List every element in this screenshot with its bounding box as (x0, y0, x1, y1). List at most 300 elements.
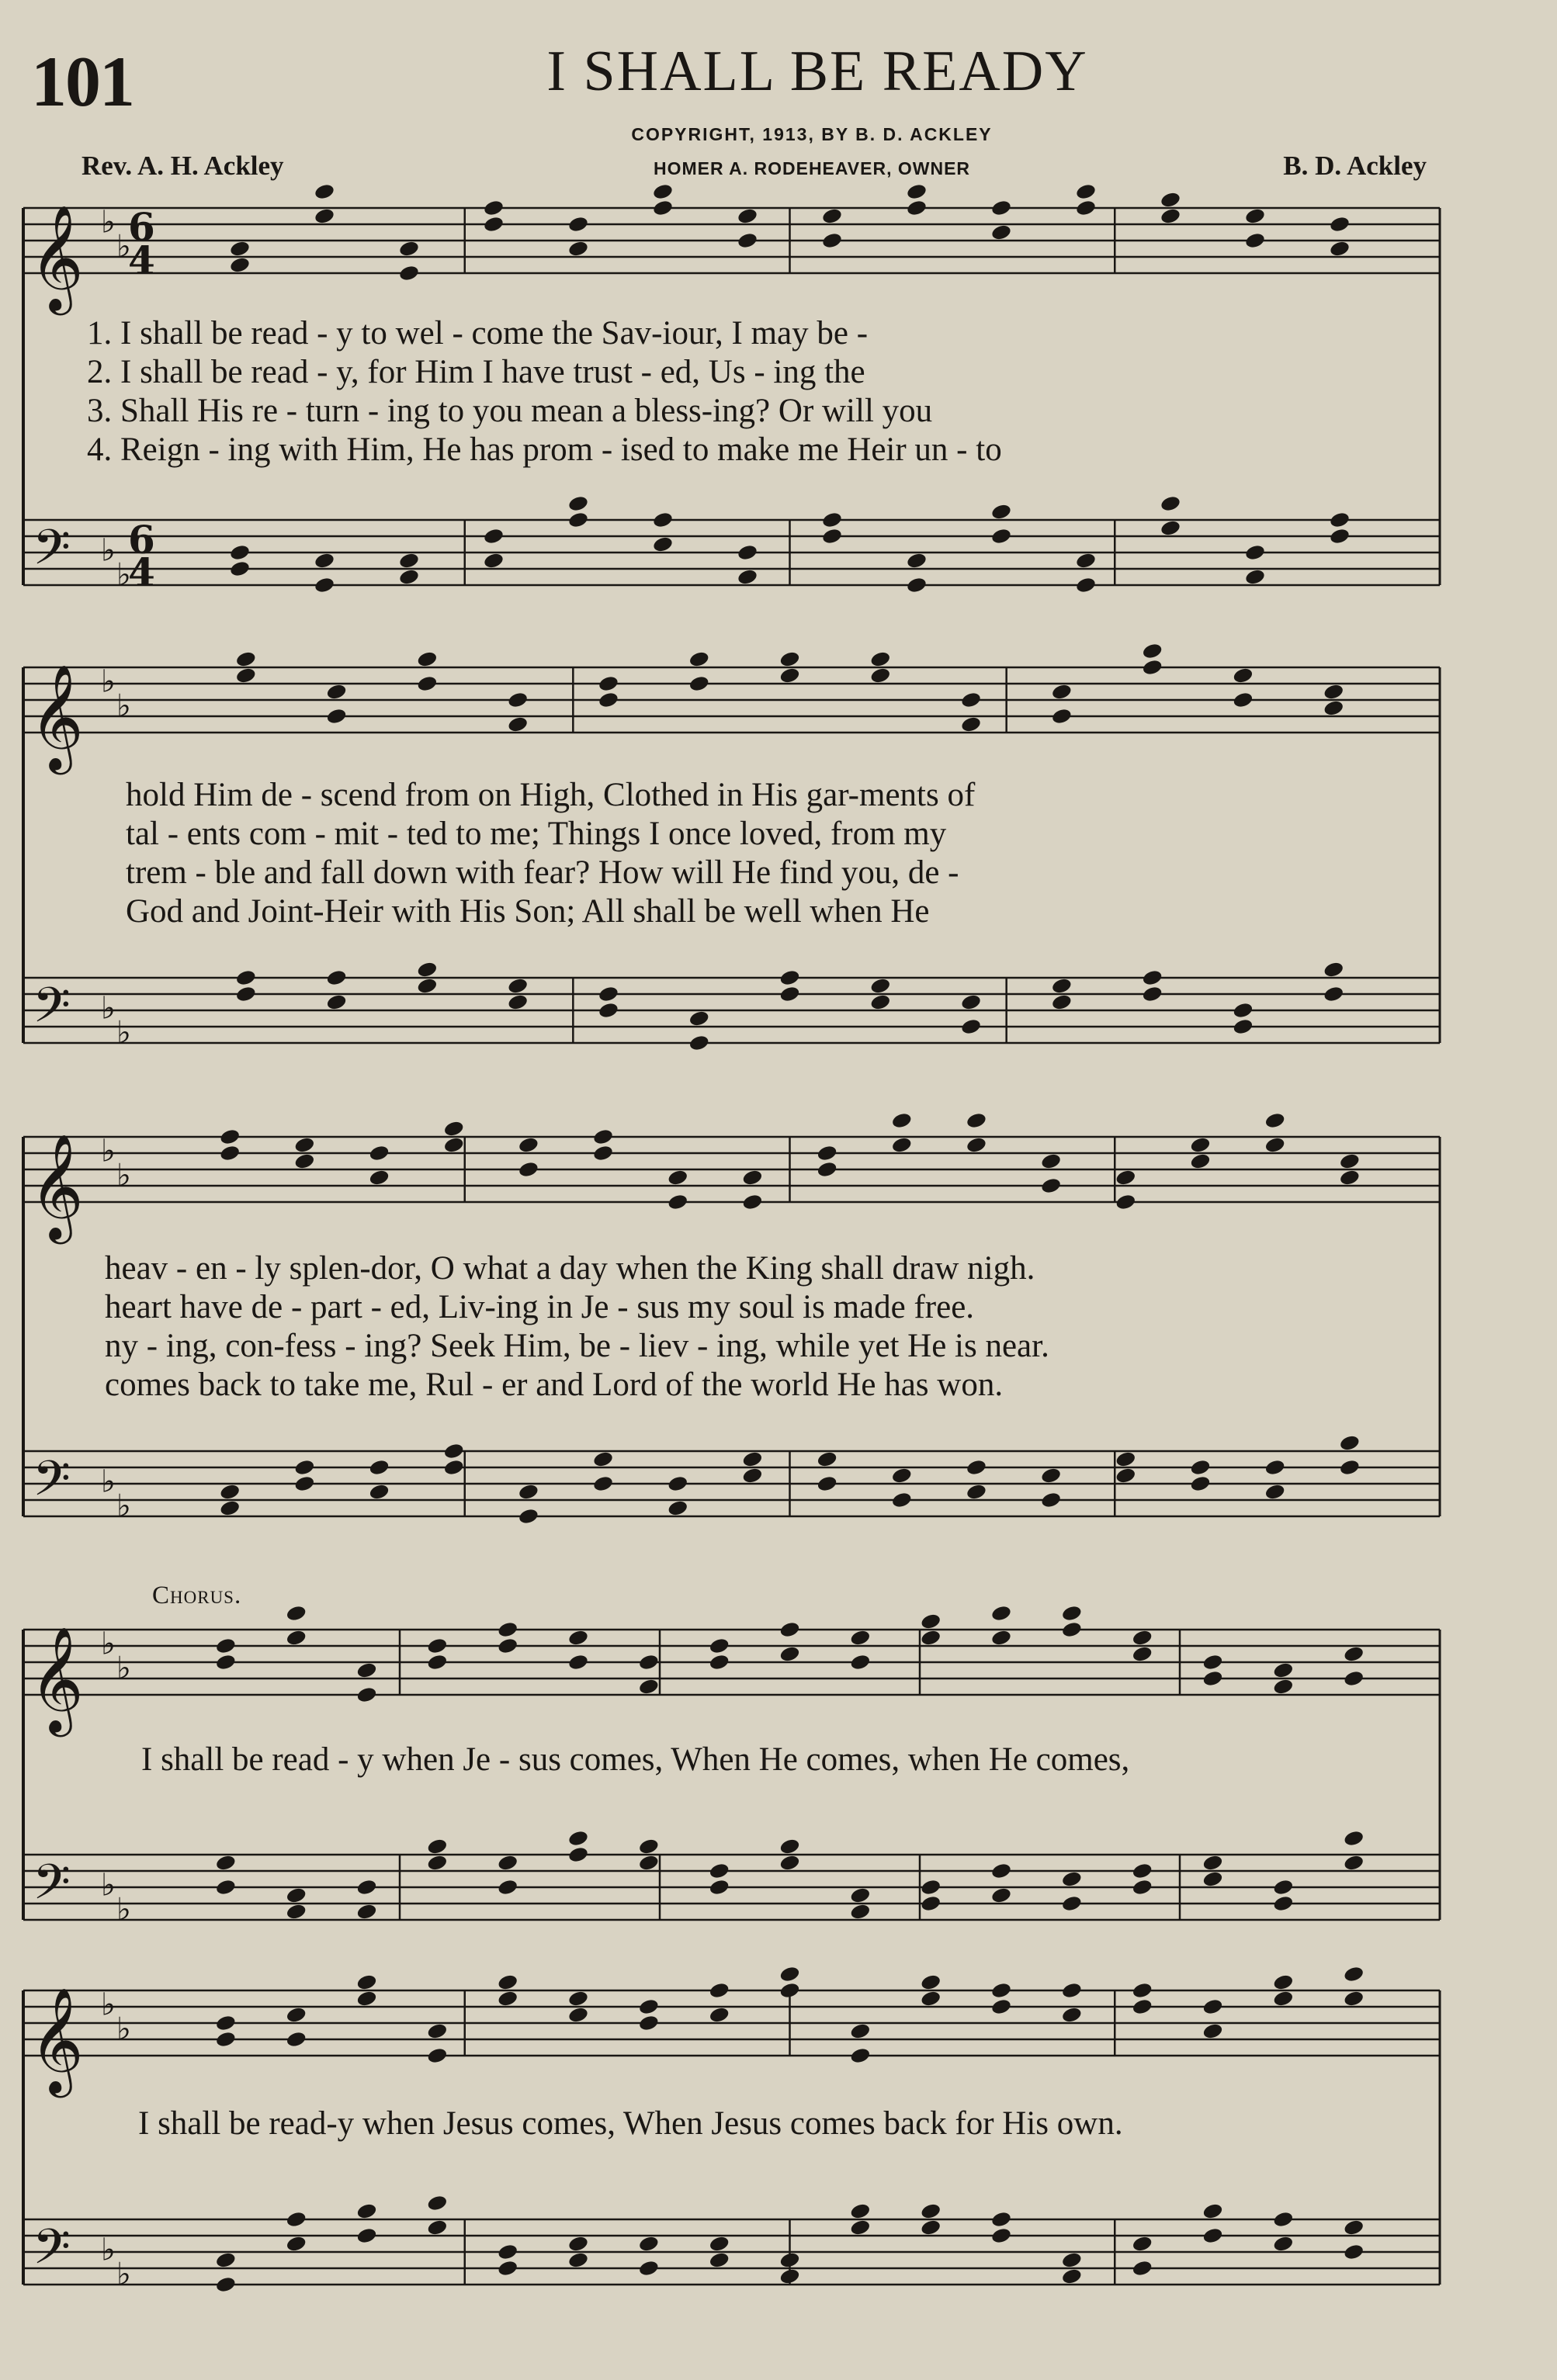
note-head (1115, 1450, 1136, 1468)
note-head (1061, 1870, 1083, 1888)
note-head (416, 961, 438, 979)
flat-sign: ♭ (101, 1987, 116, 2023)
note-head (293, 1136, 315, 1154)
note-head (1189, 1152, 1211, 1170)
note-head (990, 223, 1012, 241)
note-head (778, 968, 800, 986)
note-head (1343, 1829, 1365, 1847)
note-head (229, 559, 251, 577)
time-signature-bottom: 4 (128, 549, 155, 595)
note-head (314, 552, 335, 570)
note-head (1061, 1894, 1083, 1912)
note-head (960, 1017, 982, 1035)
note-head (286, 2030, 307, 2048)
verse-2-line-1: 2. I shall be read - y, for Him I have trust - ed, Us - ing the (87, 354, 865, 390)
note-head (778, 985, 800, 1003)
note-head (426, 1854, 448, 1872)
note-head (667, 1499, 688, 1517)
note-head (920, 1878, 941, 1896)
treble-clef: 𝄞 (29, 1625, 84, 1732)
hymn-title: I SHALL BE READY (546, 40, 1088, 103)
note-head (990, 1604, 1012, 1622)
note-head (567, 1990, 589, 2008)
note-head (849, 1653, 871, 1671)
note-head (426, 2194, 448, 2212)
note-head (1142, 985, 1163, 1003)
note-head (1272, 1878, 1294, 1896)
flat-sign: ♭ (101, 1867, 116, 1904)
note-head (1339, 1458, 1361, 1476)
note-head (443, 1120, 465, 1138)
chorus-line-2: I shall be read-y when Jesus comes, When Jesus comes back for His own. (138, 2105, 1123, 2142)
note-head (1115, 1169, 1136, 1187)
note-head (778, 1854, 800, 1872)
note-head (355, 1685, 377, 1703)
note-head (497, 1878, 518, 1896)
verse-4-line-1: 4. Reign - ing with Him, He has prom - ised to make me Heir un - to (87, 431, 1002, 468)
note-head (688, 1010, 710, 1027)
note-head (235, 650, 257, 668)
note-head (1244, 207, 1266, 225)
note-head (229, 240, 251, 258)
note-head (1232, 1017, 1254, 1035)
note-head (1061, 2006, 1083, 2024)
note-head (1160, 494, 1181, 512)
flat-sign: ♭ (101, 532, 116, 569)
note-head (1040, 1176, 1062, 1194)
note-head (1272, 1973, 1294, 1991)
note-head (1040, 1491, 1062, 1509)
note-head (1272, 2235, 1294, 2253)
composer-credit: B. D. Ackley (1283, 151, 1427, 181)
note-head (1160, 519, 1181, 537)
note-head (1132, 1997, 1153, 2015)
note-head (821, 207, 843, 225)
note-head (1132, 1629, 1153, 1647)
note-head (1132, 1645, 1153, 1663)
note-head (1189, 1458, 1211, 1476)
note-head (906, 552, 928, 570)
note-head (849, 2219, 871, 2236)
note-head (398, 568, 420, 586)
note-head (567, 2235, 589, 2253)
note-head (891, 1136, 913, 1154)
note-head (215, 1637, 237, 1654)
bass-clef: 𝄢 (33, 976, 71, 1045)
note-head (398, 240, 420, 258)
note-head (1061, 2251, 1083, 2269)
note-head (688, 674, 710, 692)
treble-clef: 𝄞 (29, 1132, 84, 1239)
note-head (286, 2235, 307, 2253)
note-head (286, 1903, 307, 1921)
verse-3-line-2: trem - ble and fall down with fear? How will He find you, de - (126, 854, 959, 891)
note-head (778, 2251, 800, 2269)
note-head (215, 1653, 237, 1671)
note-head (990, 503, 1012, 521)
note-head (737, 231, 758, 249)
note-head (891, 1467, 913, 1484)
note-head (849, 1629, 871, 1647)
note-head (1160, 207, 1181, 225)
note-head (990, 199, 1012, 217)
note-head (920, 1894, 941, 1912)
note-head (1189, 1474, 1211, 1492)
note-head (355, 2202, 377, 2220)
flat-sign: ♭ (101, 204, 116, 241)
note-head (416, 977, 438, 995)
note-head (497, 2259, 518, 2277)
chorus-label: Chorus. (152, 1581, 242, 1609)
note-head (567, 511, 589, 528)
flat-sign: ♭ (101, 663, 116, 700)
time-signature-bottom: 4 (128, 237, 155, 283)
note-head (1264, 1458, 1286, 1476)
note-head (1272, 2210, 1294, 2228)
note-head (821, 527, 843, 545)
note-head (1244, 543, 1266, 561)
note-head (567, 240, 589, 258)
note-head (1244, 568, 1266, 586)
note-head (960, 691, 982, 708)
verse-1-line-3: heav - en - ly splen-dor, O what a day when the King shall draw nigh. (105, 1250, 1035, 1287)
note-head (652, 182, 674, 200)
note-head (638, 1838, 660, 1855)
note-head (778, 650, 800, 668)
note-head (293, 1474, 315, 1492)
time-signature-top: 6 (128, 517, 155, 563)
note-head (709, 2006, 730, 2024)
note-head (906, 576, 928, 594)
note-head (1142, 968, 1163, 986)
note-head (891, 1491, 913, 1509)
note-head (667, 1169, 688, 1187)
note-head (966, 1111, 987, 1129)
note-head (1061, 1981, 1083, 1999)
note-head (1232, 1001, 1254, 1019)
note-head (598, 674, 619, 692)
note-head (1132, 1981, 1153, 1999)
note-head (737, 543, 758, 561)
note-head (497, 1854, 518, 1872)
note-head (1202, 1870, 1223, 1888)
note-head (215, 1878, 237, 1896)
note-head (1343, 1854, 1365, 1872)
note-head (688, 650, 710, 668)
note-head (1061, 1620, 1083, 1638)
note-head (1202, 2022, 1223, 2040)
note-head (1132, 2235, 1153, 2253)
note-head (1132, 1862, 1153, 1879)
note-head (709, 2235, 730, 2253)
note-head (1142, 658, 1163, 676)
note-head (920, 2202, 941, 2220)
note-head (1323, 985, 1344, 1003)
note-head (1040, 1152, 1062, 1170)
bass-clef: 𝄢 (33, 2218, 71, 2287)
note-head (355, 1990, 377, 2008)
note-head (567, 2251, 589, 2269)
note-head (1189, 1136, 1211, 1154)
note-head (1343, 1990, 1365, 2008)
note-head (1272, 1990, 1294, 2008)
flat-sign: ♭ (116, 229, 131, 265)
note-head (219, 1144, 241, 1162)
note-head (966, 1483, 987, 1501)
note-head (426, 2046, 448, 2064)
note-head (990, 2210, 1012, 2228)
note-head (1232, 667, 1254, 684)
note-head (821, 231, 843, 249)
note-head (990, 1862, 1012, 1879)
flat-sign: ♭ (116, 557, 131, 593)
note-head (966, 1458, 987, 1476)
note-head (497, 1637, 518, 1654)
note-head (778, 1981, 800, 1999)
note-head (920, 1990, 941, 2008)
note-head (778, 667, 800, 684)
note-head (1264, 1111, 1286, 1129)
note-head (1202, 1997, 1223, 2015)
note-head (821, 511, 843, 528)
note-head (741, 1467, 763, 1484)
flat-sign: ♭ (116, 2011, 131, 2047)
note-head (1343, 1965, 1365, 1983)
note-head (1329, 215, 1351, 233)
bass-clef: 𝄢 (33, 1853, 71, 1922)
note-head (426, 1637, 448, 1654)
note-head (398, 264, 420, 282)
note-head (286, 2006, 307, 2024)
note-head (497, 2243, 518, 2260)
note-head (849, 2202, 871, 2220)
note-head (638, 2014, 660, 2032)
flat-sign: ♭ (116, 1488, 131, 1524)
note-head (741, 1169, 763, 1187)
note-head (1343, 2243, 1365, 2260)
note-head (215, 2251, 237, 2269)
note-head (355, 1973, 377, 1991)
note-head (235, 985, 257, 1003)
note-head (709, 1878, 730, 1896)
chorus-line-1: I shall be read - y when Je - sus comes, When He comes, when He comes, (141, 1741, 1130, 1778)
note-head (817, 1474, 838, 1492)
flat-sign: ♭ (101, 1626, 116, 1662)
note-head (920, 1613, 941, 1630)
note-head (426, 1653, 448, 1671)
note-head (1232, 691, 1254, 708)
note-head (1343, 1645, 1365, 1663)
note-head (518, 1507, 539, 1525)
verse-1-line-1: 1. I shall be read - y to wel - come the Sav-iour, I may be - (87, 315, 869, 352)
note-head (1142, 642, 1163, 660)
note-head (483, 552, 505, 570)
note-head (314, 182, 335, 200)
flat-sign: ♭ (101, 1133, 116, 1169)
note-head (443, 1458, 465, 1476)
note-head (849, 2046, 871, 2064)
note-head (778, 2267, 800, 2285)
flat-sign: ♭ (101, 990, 116, 1027)
note-head (1075, 199, 1097, 217)
note-head (592, 1450, 614, 1468)
note-head (1115, 1467, 1136, 1484)
note-head (638, 1997, 660, 2015)
note-head (286, 1629, 307, 1647)
note-head (416, 650, 438, 668)
treble-clef: 𝄞 (29, 1986, 84, 2093)
note-head (1132, 1878, 1153, 1896)
note-head (1202, 1854, 1223, 1872)
note-head (1329, 511, 1351, 528)
note-head (507, 691, 529, 708)
note-head (286, 1604, 307, 1622)
note-head (567, 1829, 589, 1847)
note-head (369, 1483, 390, 1501)
note-head (778, 1620, 800, 1638)
note-head (652, 535, 674, 553)
note-head (293, 1458, 315, 1476)
verse-3-line-1: 3. Shall His re - turn - ing to you mean a bless-ing? Or will you (87, 393, 933, 429)
note-head (1339, 1434, 1361, 1452)
note-head (293, 1152, 315, 1170)
note-head (416, 674, 438, 692)
note-head (906, 182, 928, 200)
note-head (817, 1144, 838, 1162)
note-head (1075, 576, 1097, 594)
note-head (497, 1973, 518, 1991)
note-head (709, 2251, 730, 2269)
note-head (1051, 977, 1073, 995)
note-head (1323, 699, 1344, 717)
note-head (215, 2275, 237, 2293)
note-head (652, 199, 674, 217)
note-head (1202, 1653, 1223, 1671)
note-head (567, 215, 589, 233)
note-head (598, 691, 619, 708)
note-head (229, 543, 251, 561)
note-head (567, 2006, 589, 2024)
note-head (219, 1499, 241, 1517)
note-head (990, 1629, 1012, 1647)
note-head (891, 1111, 913, 1129)
copyright-notice: COPYRIGHT, 1913, BY B. D. ACKLEY (631, 124, 993, 144)
note-head (920, 2219, 941, 2236)
note-head (567, 1629, 589, 1647)
note-head (1329, 527, 1351, 545)
note-head (778, 1965, 800, 1983)
note-head (355, 1878, 377, 1896)
treble-clef: 𝄞 (29, 663, 84, 770)
note-head (741, 1450, 763, 1468)
note-head (1202, 1669, 1223, 1687)
note-head (1061, 2267, 1083, 2285)
note-head (1343, 2219, 1365, 2236)
note-head (567, 494, 589, 512)
bass-clef: 𝄢 (33, 518, 71, 587)
verse-1-line-2: hold Him de - scend from on High, Clothed in His gar-ments of (126, 777, 976, 813)
note-head (667, 1474, 688, 1492)
note-head (869, 977, 891, 995)
note-head (1244, 231, 1266, 249)
note-head (426, 2022, 448, 2040)
note-head (990, 2226, 1012, 2244)
note-head (1160, 191, 1181, 209)
note-head (817, 1160, 838, 1178)
note-head (849, 1903, 871, 1921)
note-head (849, 2022, 871, 2040)
note-head (398, 552, 420, 570)
bass-clef: 𝄢 (33, 1450, 71, 1519)
note-head (592, 1474, 614, 1492)
note-head (598, 985, 619, 1003)
verse-4-line-2: God and Joint-Heir with His Son; All shall be well when He (126, 893, 930, 930)
note-head (1323, 683, 1344, 701)
note-head (314, 576, 335, 594)
note-head (598, 1001, 619, 1019)
note-head (326, 968, 348, 986)
note-head (709, 1862, 730, 1879)
note-head (1115, 1193, 1136, 1211)
note-head (638, 1854, 660, 1872)
note-head (778, 1838, 800, 1855)
note-head (1339, 1152, 1361, 1170)
note-head (518, 1136, 539, 1154)
note-head (426, 1838, 448, 1855)
note-head (483, 215, 505, 233)
note-head (592, 1144, 614, 1162)
note-head (507, 715, 529, 733)
note-head (1040, 1467, 1062, 1484)
note-head (869, 993, 891, 1011)
note-head (1272, 1661, 1294, 1679)
note-head (990, 1981, 1012, 1999)
note-head (1264, 1136, 1286, 1154)
note-head (507, 977, 529, 995)
note-head (326, 707, 348, 725)
flat-sign: ♭ (101, 2232, 116, 2268)
note-head (1323, 961, 1344, 979)
note-head (369, 1458, 390, 1476)
flat-sign: ♭ (116, 1892, 131, 1928)
flat-sign: ♭ (101, 1464, 116, 1500)
note-head (567, 1845, 589, 1863)
note-head (966, 1136, 987, 1154)
copyright-owner: HOMER A. RODEHEAVER, OWNER (653, 158, 971, 178)
note-head (920, 1629, 941, 1647)
note-head (1075, 552, 1097, 570)
treble-clef: 𝄞 (29, 203, 84, 310)
hymn-number: 101 (31, 42, 134, 121)
note-head (215, 1854, 237, 1872)
note-head (1202, 2226, 1223, 2244)
note-head (286, 1886, 307, 1904)
note-head (990, 527, 1012, 545)
note-head (709, 1981, 730, 1999)
note-head (426, 2219, 448, 2236)
note-head (219, 1483, 241, 1501)
note-head (1132, 2259, 1153, 2277)
note-head (355, 2226, 377, 2244)
note-head (1061, 1604, 1083, 1622)
lyricist-credit: Rev. A. H. Ackley (81, 151, 284, 181)
note-head (235, 968, 257, 986)
note-head (1329, 240, 1351, 258)
note-head (235, 667, 257, 684)
note-head (518, 1483, 539, 1501)
time-signature-top: 6 (128, 204, 155, 250)
note-head (906, 199, 928, 217)
